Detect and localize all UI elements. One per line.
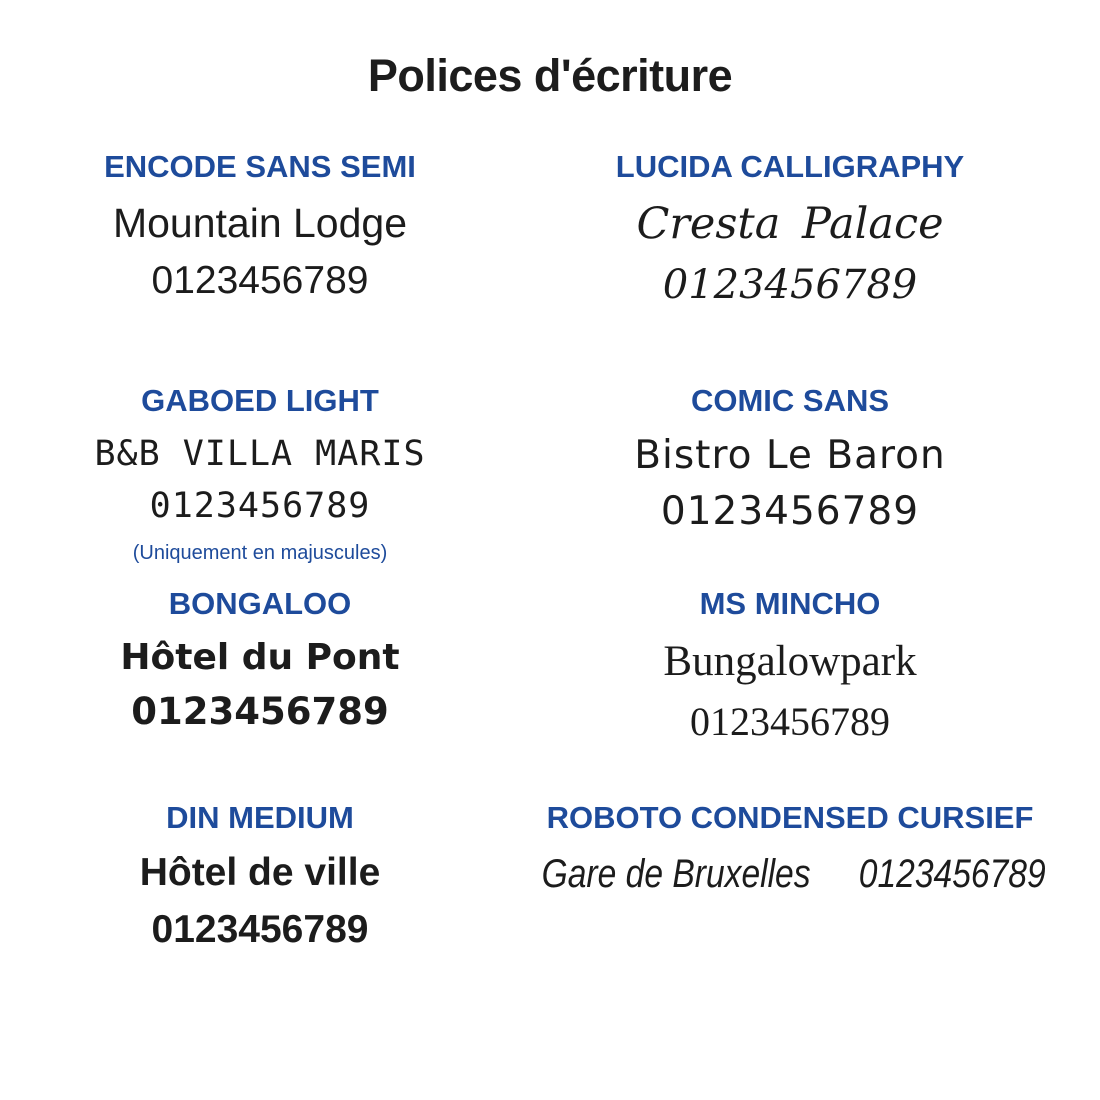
font-digits-text: 0123456789 [149, 485, 371, 526]
font-grid [15, 150, 1100, 952]
font-name-heading: ENCODE SANS SEMI [104, 149, 416, 184]
font-name-heading: BONGALOO [168, 586, 352, 622]
font-sample-text: Hôtel de ville [139, 850, 381, 894]
font-digits-text: 0123456789 [690, 698, 890, 744]
font-card-bongaloo [15, 587, 505, 733]
font-sample-text: Gare de Bruxelles [542, 851, 811, 896]
font-card-din-medium [15, 801, 505, 953]
uppercase-only-note: (Uniquement en majuscules) [132, 542, 388, 565]
page-title: Polices d'écriture [367, 50, 733, 101]
font-name-heading: LUCIDA CALLIGRAPHY [615, 149, 965, 184]
font-name-heading: COMIC SANS [690, 382, 890, 418]
font-card-comic-sans [505, 384, 1075, 536]
font-card-lucida-calligraphy [505, 150, 1075, 308]
font-sample-text: Bistro Le Baron [634, 432, 946, 478]
font-name-heading: MS MINCHO [699, 586, 881, 622]
font-sample-text: B&B VILLA MARIS [94, 433, 426, 474]
font-name-heading: GABOED LIGHT [141, 382, 379, 418]
font-card-encode-sans-semi [15, 150, 505, 304]
font-digits-text: 0123456789 [151, 259, 369, 303]
font-sample-text: Bungalowpark [663, 638, 917, 686]
font-sample-text: Hôtel du Pont [120, 637, 400, 679]
font-name-heading: DIN MEDIUM [166, 799, 354, 835]
font-name-heading: ROBOTO CONDENSED CURSIEF [546, 799, 1034, 835]
font-digits-text: 0123456789 [151, 907, 369, 951]
font-card-gaboed-light [15, 384, 505, 566]
font-sample-text: Mountain Lodge [112, 200, 408, 247]
font-digits-text: 0123456789 [131, 689, 389, 733]
font-digits-text: 0123456789 [662, 261, 918, 308]
font-digits-text: 0123456789 [660, 489, 920, 535]
font-card-roboto-condensed-cursief [505, 801, 1075, 907]
font-sample-text: Cresta Palace [636, 199, 944, 250]
font-digits-text: 0123456789 [858, 851, 1046, 896]
font-card-ms-mincho [505, 587, 1075, 745]
